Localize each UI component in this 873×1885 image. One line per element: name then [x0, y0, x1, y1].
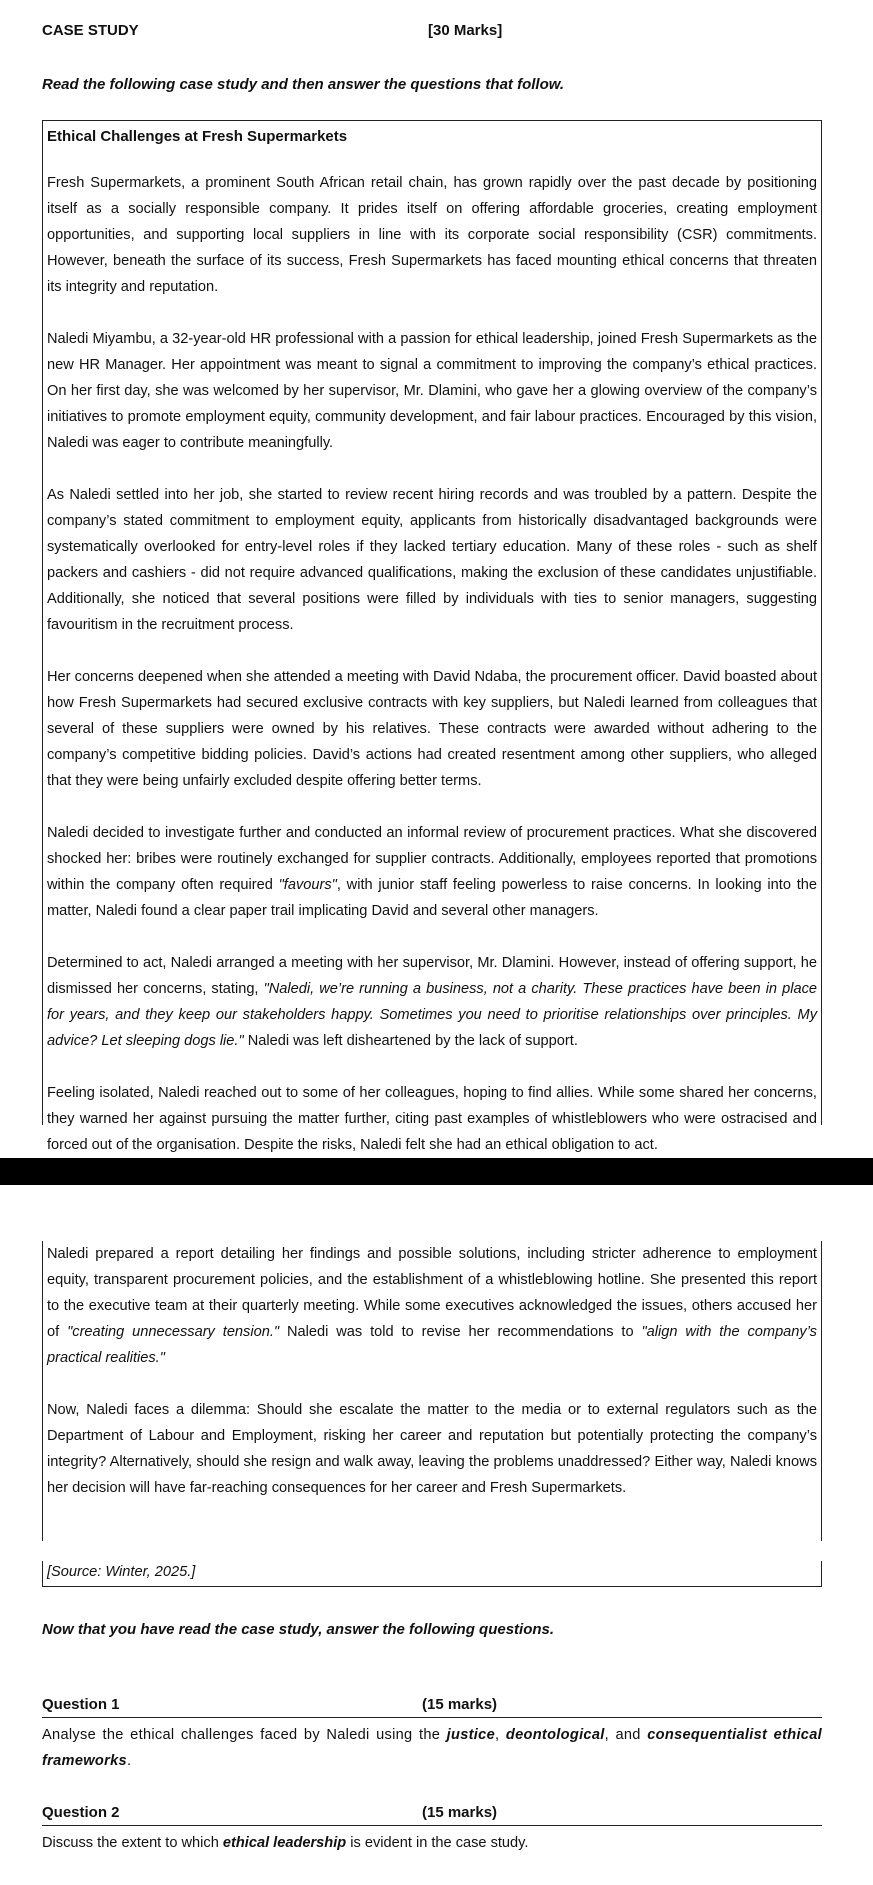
p8-quote-1: "creating unnecessary tension.": [67, 1324, 280, 1340]
p8-quote-2: "align with the company’s practical realities.": [47, 1324, 817, 1366]
q1-keyword-consequentialist: consequentialist ethical frameworks: [42, 1727, 822, 1769]
case-paragraph-4: Her concerns deepened when she attended a meeting with David Ndaba, the procurement officer. David boasted about how Fresh Supermarkets had secured exclusive contracts with key suppliers, but Naledi learned from colleagues that several of these suppliers were owned by his relatives. These contracts were awarded without adhering to the company’s competitive bidding policies. David’s actions had created resentment among other suppliers, who alleged that they were being unfairly excluded despite offering better terms.: [47, 669, 817, 789]
case-study-title: Ethical Challenges at Fresh Supermarkets: [47, 128, 348, 145]
case-paragraph-8: [47, 1241, 817, 1371]
total-marks: [30 Marks]: [428, 22, 503, 39]
q1-keyword-justice: justice: [446, 1727, 495, 1743]
p5-text-a: Naledi decided to investigate further and conducted an informal review of procurement practices. What she discovered shocked her: bribes were routinely exchanged for supplier contracts. Additionally, employees reported that promotions within the company often required: [47, 825, 817, 893]
p8-text-a: Naledi prepared a report detailing her findings and possible solutions, including stricter adherence to employment equity, transparent procurement policies, and the establishment of a whistleblowing hotline. She presented this report to the executive team at their quarterly meeting. While some executives acknowledged the issues, others accused her of: [47, 1246, 817, 1340]
p5-quote: "favours": [278, 877, 337, 893]
question-1-label: Question 1: [42, 1696, 120, 1713]
question-2-label: Question 2: [42, 1804, 120, 1821]
case-study-box-continued: [42, 1241, 822, 1541]
case-paragraph-3: As Naledi settled into her job, she started to review recent hiring records and was troubled by a pattern. Despite the company’s stated commitment to employment equity, applicants from historically disadvantaged backgrounds were systematically overlooked for entry-level roles if they lacked tertiary education. Many of these roles - such as shelf packers and cashiers - did not require advanced qualifications, making the exclusion of these candidates unjustifiable. Additionally, she noticed that several positions were filled by individuals with ties to senior managers, suggesting favouritism in the recruitment process.: [47, 487, 817, 633]
p6-quote: "Naledi, we’re running a business, not a charity. These practices have been in place for years, and they keep our stakeholders happy. Sometimes you need to prioritise relationships over principles. My advice? Let sleeping dogs lie.": [47, 981, 817, 1049]
p6-text-a: Determined to act, Naledi arranged a meeting with her supervisor, Mr. Dlamini. However, instead of offering support, he dismissed her concerns, stating,: [47, 955, 817, 997]
case-paragraph-7: Feeling isolated, Naledi reached out to some of her colleagues, hoping to find allies. While some shared her concerns, they warned her against pursuing the matter further, citing past examples of whistleblowers who were ostracised and forced out of the organisation. Despite the risks, Naledi felt she had an ethical obligation to act.: [47, 1085, 817, 1153]
case-paragraph-5: [47, 820, 817, 924]
q2-text-2: is evident in the case study.: [346, 1835, 529, 1851]
question-1-marks: (15 marks): [422, 1696, 498, 1713]
question-1-header: [42, 1696, 822, 1718]
p5-text-b: , with junior staff feeling powerless to raise concerns. In looking into the matter, Naledi found a clear paper trail implicating David and several other managers.: [47, 877, 817, 919]
case-paragraph-6: [47, 950, 817, 1054]
case-study-box: [42, 120, 822, 1153]
instruction-text: Read the following case study and then answer the questions that follow.: [42, 76, 565, 93]
question-1-text: [42, 1722, 822, 1774]
q1-keyword-deontological: deontological: [505, 1727, 605, 1743]
case-paragraph-1: Fresh Supermarkets, a prominent South African retail chain, has grown rapidly over the past decade by positioning itself as a socially responsible company. It prides itself on offering affordable groceries, creating employment opportunities, and supporting local suppliers in line with its corporate social responsibility (CSR) commitments. However, beneath the surface of its success, Fresh Supermarkets has faced mounting ethical concerns that threaten its integrity and reputation.: [47, 175, 817, 295]
question-2-marks: (15 marks): [422, 1804, 498, 1821]
q2-text-1: Discuss the extent to which: [42, 1835, 223, 1851]
case-paragraph-9: Now, Naledi faces a dilemma: Should she escalate the matter to the media or to external regulators such as the Department of Labour and Employment, risking her career and reputation but potentially protecting the company’s integrity? Alternatively, should she resign and walk away, leaving the problems unaddressed? Either way, Naledi knows her decision will have far-reaching consequences for her career and Fresh Supermarkets.: [47, 1402, 817, 1496]
questions-prompt: Now that you have read the case study, answer the following questions.: [42, 1621, 555, 1638]
p8-text-b: Naledi was told to revise her recommendations to: [279, 1324, 642, 1340]
case-study-heading: CASE STUDY: [42, 22, 139, 39]
q2-keyword-ethical-leadership: ethical leadership: [222, 1835, 347, 1851]
source-citation: [Source: Winter, 2025.]: [42, 1561, 822, 1587]
question-2-header: [42, 1804, 822, 1826]
q1-text-4: .: [126, 1753, 132, 1769]
page-break-bar: [0, 1158, 873, 1185]
q1-text-3: , and: [604, 1727, 648, 1743]
q1-text-1: Analyse the ethical challenges faced by Naledi using the: [42, 1727, 447, 1743]
p6-text-b: Naledi was left disheartened by the lack of support.: [243, 1033, 578, 1049]
case-paragraph-2: Naledi Miyambu, a 32-year-old HR professional with a passion for ethical leadership, joined Fresh Supermarkets as the new HR Manager. Her appointment was meant to signal a commitment to improving the company’s ethical practices. On her first day, she was welcomed by her supervisor, Mr. Dlamini, who gave her a glowing overview of the company’s initiatives to promote employment equity, community development, and fair labour practices. Encouraged by this vision, Naledi was eager to contribute meaningfully.: [47, 331, 817, 451]
question-2-text: [42, 1830, 822, 1856]
q1-text-2: ,: [495, 1727, 506, 1743]
